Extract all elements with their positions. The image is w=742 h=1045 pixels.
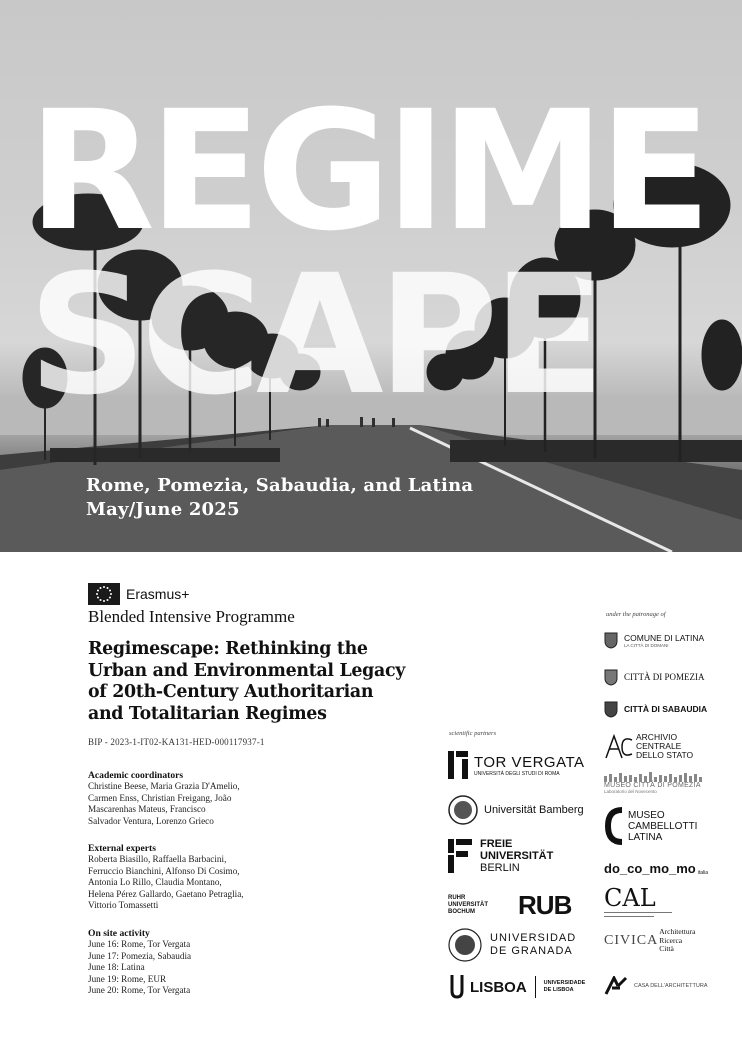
scientific-partners-label: scientific partners <box>449 730 497 737</box>
divider <box>535 976 536 998</box>
ruhr-line2: UNIVERSITÄT <box>448 902 489 908</box>
tor-vergata-sub: UNIVERSITÀ DEGLI STUDI DI ROMA <box>474 770 560 777</box>
name-line: Helena Pérez Gallardo, Gaetano Petraglia, <box>88 888 244 899</box>
name-line: Ferruccio Bianchini, Alfonso Di Cosimo, <box>88 865 240 876</box>
cambellotti-line1: MUSEO <box>628 809 665 821</box>
cambellotti-line2: CAMBELLOTTI <box>628 820 698 832</box>
casa-architettura-logo <box>604 976 707 996</box>
hero-caption-places: Rome, Pomezia, Sabaudia, and Latina <box>86 475 474 496</box>
hero-title-line2: SCAPE <box>28 239 600 420</box>
latina-sub: LA CITTÀ DI DOMANI <box>624 642 669 648</box>
schedule-line: June 19: Rome, EUR <box>88 973 167 984</box>
rub-wordmark: RUB <box>518 890 572 920</box>
schedule-line: June 16: Rome, Tor Vergata <box>88 939 191 950</box>
hero-caption-date: May/June 2025 <box>86 499 240 520</box>
fu-line3: BERLIN <box>480 862 520 874</box>
pomezia-logo <box>604 668 705 686</box>
museo-pomezia-sub: Laboratorio del Novecento <box>604 789 657 794</box>
granada-seal-icon <box>448 928 482 962</box>
fu-line1: FREIE <box>480 838 513 850</box>
tor-vergata-icon <box>448 751 468 779</box>
schedule-line: June 18: Latina <box>88 962 145 973</box>
latina-name: COMUNE DI LATINA <box>624 632 705 643</box>
erasmus-logo <box>88 583 189 605</box>
docomomo-logo <box>604 860 708 876</box>
section-heading: External experts <box>88 843 156 854</box>
ruhr-line1: RUHR <box>448 895 466 901</box>
programme-title <box>88 639 428 725</box>
hero-title-line1: REGIME <box>28 75 706 267</box>
acs-line3: DELLO STATO <box>636 750 694 760</box>
cal-subtitle-lines <box>604 911 674 919</box>
museo-cambellotti-logo <box>604 806 697 846</box>
ruhr-bochum-logo <box>448 890 571 921</box>
title-line: of 20th-Century Authoritarian <box>88 682 374 702</box>
lisboa-sub2: DE LISBOA <box>543 987 574 993</box>
title-line: and Totalitarian Regimes <box>88 703 327 724</box>
fu-line2: UNIVERSITÄT <box>480 850 554 862</box>
comune-latina-logo <box>604 631 704 649</box>
schedule-line: June 20: Rome, Tor Vergata <box>88 985 191 996</box>
tor-vergata-name: TOR VERGATA <box>474 753 585 771</box>
pomezia-name: CITTÀ DI POMEZIA <box>624 672 705 682</box>
sabaudia-logo <box>604 700 707 718</box>
academic-coordinators <box>88 770 288 827</box>
title-line: Regimescape: Rethinking the <box>88 639 368 659</box>
bamberg-seal-icon <box>448 795 478 825</box>
hero-title-graphic <box>0 0 742 420</box>
granada-line2: DE GRANADA <box>490 945 573 957</box>
bamberg-logo <box>448 795 584 825</box>
cambellotti-line3: LATINA <box>628 831 663 843</box>
name-line: Roberta Biasillo, Raffaella Barbacini, <box>88 854 227 865</box>
name-line: Carmen Enss, Christian Freigang, João <box>88 792 232 803</box>
section-heading: On site activity <box>88 928 150 939</box>
civica-logo <box>604 928 695 954</box>
ruhr-line3: BOCHUM <box>448 909 475 915</box>
civica-name: CIVICA <box>604 932 659 948</box>
cal-logo <box>604 885 674 919</box>
lisboa-sub1: UNIVERSIDADE <box>543 980 586 986</box>
museo-pomezia-graphic <box>604 772 708 782</box>
casa-architettura-icon <box>604 976 628 996</box>
name-line: Mascarenhas Mateus, Francisco <box>88 804 206 815</box>
cambellotti-c-icon <box>604 806 624 846</box>
docomomo-name: do_co_mo_mo <box>604 860 696 876</box>
granada-logo <box>448 928 576 962</box>
lisboa-logo <box>450 975 585 999</box>
sabaudia-name: CITTÀ DI SABAUDIA <box>624 704 708 714</box>
erasmus-label: Erasmus+ <box>126 586 190 602</box>
docomomo-sub: italia <box>697 870 709 876</box>
civica-line1: Architettura <box>659 927 696 936</box>
casa-architettura-name: CASA DELL'ARCHITETTURA <box>634 983 708 989</box>
external-experts <box>88 843 288 911</box>
patronage-label: under the patronage of <box>606 611 666 618</box>
name-line: Antonia Lo Rillo, Claudia Montano, <box>88 877 222 888</box>
lisboa-icon <box>450 975 464 999</box>
tor-vergata-logo <box>448 751 585 779</box>
latina-crest-icon <box>604 631 618 649</box>
schedule-line: June 17: Pomezia, Sabaudia <box>88 950 192 961</box>
granada-line1: UNIVERSIDAD <box>490 932 577 944</box>
civica-line3: Città <box>659 944 674 953</box>
archivio-centrale-logo <box>604 733 693 760</box>
acs-line1: ARCHIVIO <box>636 732 678 742</box>
name-line: Christine Beese, Maria Grazia D'Amelio, <box>88 781 240 792</box>
fu-berlin-logo <box>448 838 553 874</box>
lisboa-name: LISBOA <box>470 978 527 996</box>
section-heading: Academic coordinators <box>88 770 184 781</box>
museo-pomezia-logo <box>604 772 708 794</box>
bip-code: BIP - 2023-1-IT02-KA131-HED-000117937-1 <box>88 737 265 747</box>
bamberg-name: Universität Bamberg <box>484 804 584 816</box>
name-line: Vittorio Tomassetti <box>88 900 159 911</box>
on-site-activity <box>88 928 288 996</box>
programme-label: Blended Intensive Programme <box>88 607 295 626</box>
acs-monogram-icon <box>604 734 634 760</box>
eu-flag-icon <box>88 583 120 605</box>
sabaudia-crest-icon <box>604 700 618 718</box>
hero-caption <box>86 474 473 522</box>
name-line: Salvador Ventura, Lorenzo Grieco <box>88 815 214 826</box>
museo-pomezia-name: MUSEO CITTÀ DI POMEZIA <box>604 782 701 789</box>
civica-line2: Ricerca <box>659 935 683 945</box>
fu-berlin-icon <box>448 839 472 873</box>
cal-name: CAL <box>604 884 656 912</box>
acs-line2: CENTRALE <box>636 741 682 751</box>
title-line: Urban and Environmental Legacy <box>88 660 406 681</box>
pomezia-crest-icon <box>604 668 618 686</box>
